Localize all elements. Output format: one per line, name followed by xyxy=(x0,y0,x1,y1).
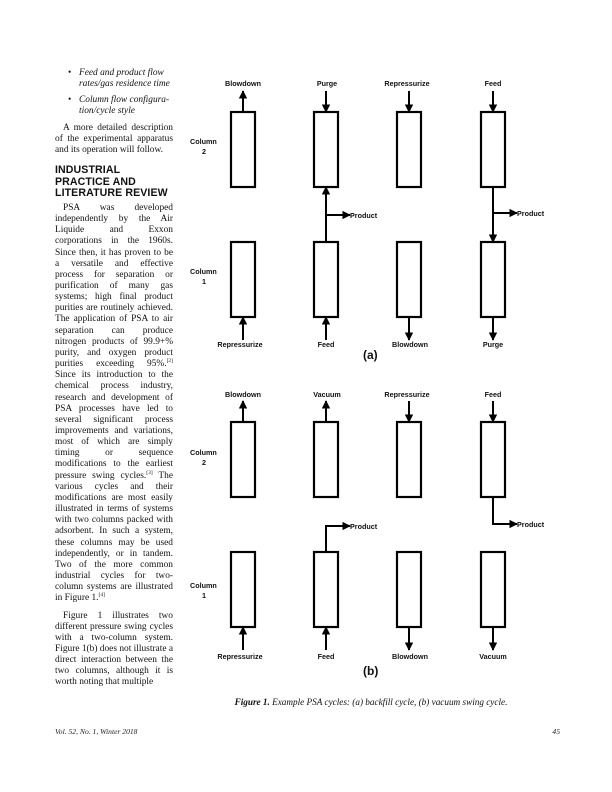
step-label-bottom: Purge xyxy=(482,340,504,349)
product-arrow xyxy=(326,526,350,552)
text-span: PSA was developed independently by the Air Liquide and Exxon corporations in the 1960s. Since then, it has proven to be a versatile and effective process for separation or purification of many gas systems; high final product purities are routinely achieved. The application of PSA to air separation can produce nitrogen products of 99.9+% purity, and oxygen product purities exceeding 95%. xyxy=(55,202,173,370)
column1-box xyxy=(481,242,505,317)
figure-caption xyxy=(180,697,562,707)
step-label-bottom: Vacuum xyxy=(479,652,507,661)
text-span: The various cycles and their modifications are most easily illustrated in terms of systems with two columns packed with adsorbent. In such a system, these columns may be used independently, or in tandem. Two of the more common industrial cycles for two-column systems are illustrated in Figure 1. xyxy=(55,470,173,604)
intro-paragraph: A more detailed description of the experimental apparatus and its operation will follow. xyxy=(55,122,173,155)
column2-box xyxy=(481,112,505,187)
column1-box xyxy=(314,242,338,317)
column2-label-number: 2 xyxy=(202,147,206,156)
step-label-top: Repressurize xyxy=(384,390,430,399)
column1-box xyxy=(231,242,255,317)
step-label-top: Blowdown xyxy=(225,79,261,88)
column2-box xyxy=(231,112,255,187)
step-label-top: Vacuum xyxy=(313,390,341,399)
left-text-column xyxy=(55,68,173,689)
panel-label: (a) xyxy=(363,348,378,362)
step-label-bottom: Repressurize xyxy=(217,340,263,349)
panel-label: (b) xyxy=(363,664,379,678)
product-label: Product xyxy=(350,522,378,531)
bullet-item: • Feed and product flow rates/gas residence time xyxy=(55,68,173,90)
step-label-top: Repressurize xyxy=(384,79,430,88)
product-label: Product xyxy=(517,520,545,529)
column2-box xyxy=(314,422,338,497)
page-number: 45 xyxy=(552,727,560,736)
column2-label-number: 2 xyxy=(202,458,206,467)
text-span: Since its introduction to the chemical process industry, research and development of PSA processes have led to several significant process improvements and variations, most of which are simply timing or sequence modifications to the earliest pressure swing cycles. xyxy=(55,370,173,481)
column2-box xyxy=(397,422,421,497)
step-label-bottom: Feed xyxy=(317,340,335,349)
step-label-bottom: Blowdown xyxy=(392,652,428,661)
bullet-list xyxy=(55,68,173,118)
step-label-bottom: Blowdown xyxy=(392,340,428,349)
column2-box xyxy=(314,112,338,187)
product-label: Product xyxy=(517,209,545,218)
column2-label-word: Column xyxy=(190,137,217,146)
column1-label-word: Column xyxy=(190,581,217,590)
caption-text: Example PSA cycles: (a) backfill cycle, (b) vacuum swing cycle. xyxy=(269,697,508,707)
column1-label-word: Column xyxy=(190,267,217,276)
caption-label: Figure 1. xyxy=(234,697,270,707)
step-label-top: Blowdown xyxy=(225,390,261,399)
step-label-top: Feed xyxy=(484,79,502,88)
step-label-bottom: Feed xyxy=(317,652,335,661)
section-heading: INDUSTRIAL PRACTICE AND LITERATURE REVIEW xyxy=(55,164,168,200)
column2-box xyxy=(231,422,255,497)
column2-box xyxy=(481,422,505,497)
panel-a xyxy=(190,79,545,362)
column1-label-number: 1 xyxy=(202,277,206,286)
column1-label-number: 1 xyxy=(202,591,206,600)
column1-box xyxy=(314,552,338,627)
column1-box xyxy=(481,552,505,627)
step-label-top: Feed xyxy=(484,390,502,399)
body-paragraph: Figure 1 illustrates two different pressure swing cycles with a two-column system. Figure 1(b) does not illustrate a direct interaction between the two columns, although it is worth noting that multiple xyxy=(55,610,173,688)
figure-diagram xyxy=(180,68,562,708)
reference-marker: [3] xyxy=(146,469,153,476)
column2-box xyxy=(397,112,421,187)
bullet-item: • Column flow configura-tion/cycle style xyxy=(55,95,173,117)
step-label-bottom: Repressurize xyxy=(217,652,263,661)
column2-label-word: Column xyxy=(190,448,217,457)
figure-1 xyxy=(180,68,562,708)
reference-marker: [2] xyxy=(166,357,173,364)
column1-box xyxy=(231,552,255,627)
column1-box xyxy=(397,552,421,627)
product-arrow xyxy=(493,497,517,524)
reference-marker: [4] xyxy=(98,592,105,599)
step-label-top: Purge xyxy=(316,79,338,88)
column1-box xyxy=(397,242,421,317)
journal-footer: Vol. 52, No. 1, Winter 2018 xyxy=(55,727,138,736)
product-label: Product xyxy=(350,211,378,220)
body-paragraph xyxy=(55,203,173,605)
panel-b xyxy=(190,390,545,678)
